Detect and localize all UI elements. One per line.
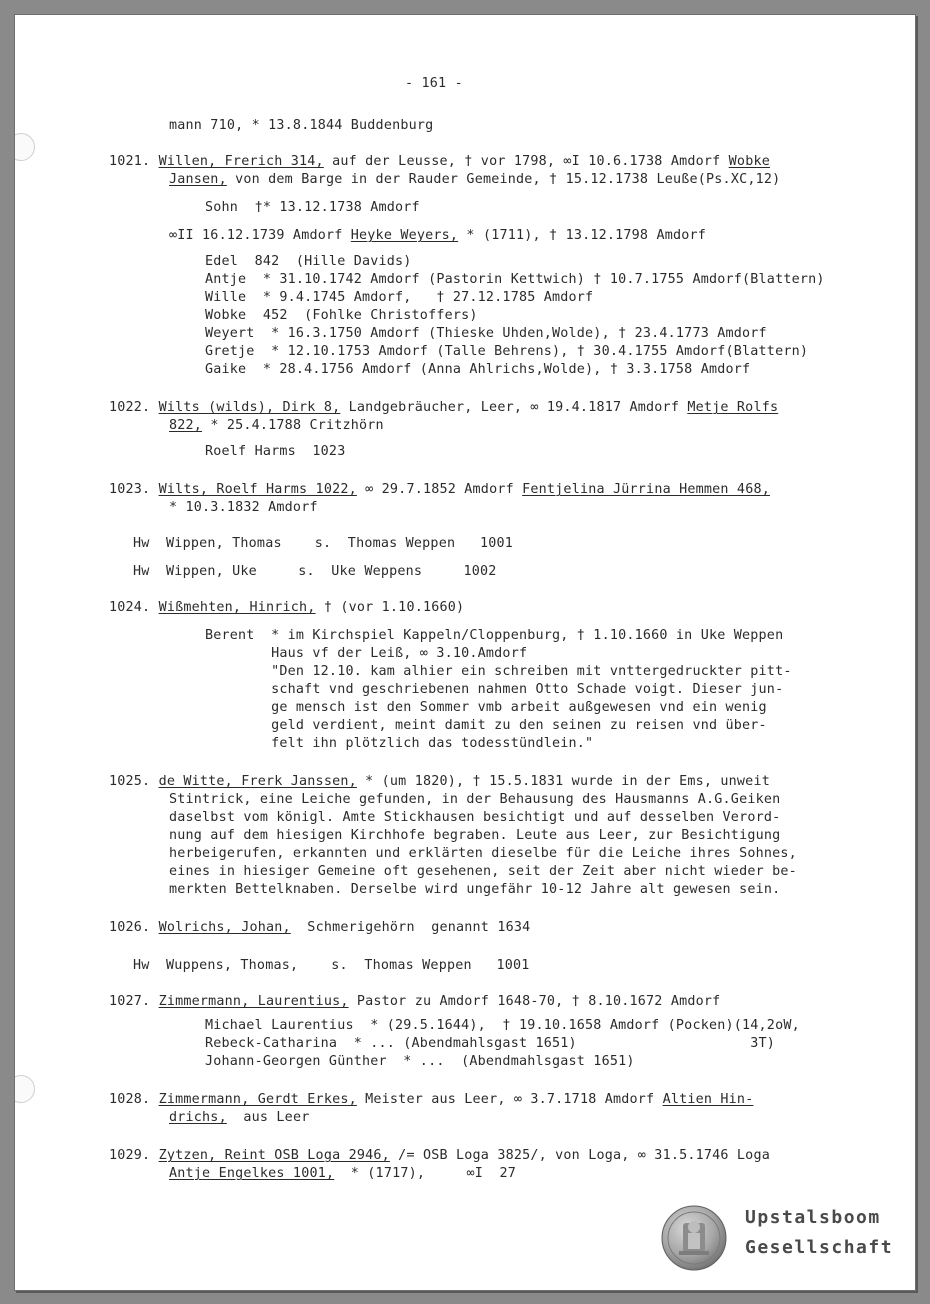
text-segment: Gaike * 28.4.1756 Amdorf (Anna Ahlrichs,Wolde), † 3.3.1758 Amdorf <box>205 362 751 377</box>
text-segment: Schmerigehörn genannt 1634 <box>290 920 531 935</box>
underlined-name: Wolrichs, Johan, <box>158 920 291 935</box>
text-line <box>169 117 433 135</box>
text-segment: Wille * 9.4.1745 Amdorf, † 27.12.1785 Amdorf <box>205 290 594 305</box>
underlined-name: Fentjelina Jürrina Hemmen 468, <box>522 482 770 497</box>
text-line <box>205 253 412 271</box>
seal-icon <box>661 1205 727 1271</box>
text-line <box>205 199 420 217</box>
document-page <box>14 14 916 1291</box>
text-segment: 1027. <box>109 994 159 1009</box>
text-segment: daselbst vom königl. Amte Stickhausen besichtigt und auf desselben Verord- <box>169 810 781 825</box>
text-segment: Landgebräucher, Leer, ∞ 19.4.1817 Amdorf <box>340 400 688 415</box>
text-line <box>205 1053 635 1071</box>
text-segment: Edel 842 (Hille Davids) <box>205 254 412 269</box>
text-line <box>169 499 318 517</box>
underlined-name: Zytzen, Reint OSB Loga 2946, <box>158 1148 390 1163</box>
text-line <box>169 827 780 845</box>
logo-name-line2: Gesellschaft <box>745 1237 894 1258</box>
text-segment: auf der Leusse, † vor 1798, ∞I 10.6.1738 Amdorf <box>323 154 729 169</box>
text-line <box>169 417 384 435</box>
text-segment: * (um 1820), † 15.5.1831 wurde in der Ems, unweit <box>356 774 770 789</box>
text-segment: Johann-Georgen Günther * ... (Abendmahlsgast 1651) <box>205 1054 635 1069</box>
text-line <box>205 681 783 699</box>
underlined-name: de Witte, Frerk Janssen, <box>158 774 357 789</box>
text-segment: geld verdient, meint damit zu den seinen zu reisen vnd über- <box>205 718 767 733</box>
text-segment: * 10.3.1832 Amdorf <box>169 500 318 515</box>
text-line <box>109 993 720 1011</box>
underlined-name: Willen, Frerich 314, <box>158 154 324 169</box>
text-segment: schaft vnd geschriebenen nahmen Otto Schade voigt. Dieser jun- <box>205 682 784 697</box>
text-segment: nung auf dem hiesigen Kirchhofe begraben. Leute aus Leer, zur Besichtigung <box>169 828 781 843</box>
text-line <box>205 289 593 307</box>
text-segment: Stintrick, eine Leiche gefunden, in der Behausung des Hausmanns A.G.Geiken <box>169 792 781 807</box>
society-logo <box>661 1205 911 1273</box>
text-segment: Weyert * 16.3.1750 Amdorf (Thieske Uhden,Wolde), † 23.4.1773 Amdorf <box>205 326 767 341</box>
text-line <box>205 361 750 379</box>
text-segment: Sohn †* 13.12.1738 Amdorf <box>205 200 420 215</box>
underlined-name: Antje Engelkes 1001, <box>169 1166 335 1181</box>
text-segment: herbeigerufen, erkannten und erklärten dieselbe für die Leiche ihres Sohnes, <box>169 846 797 861</box>
text-segment: 1024. <box>109 600 159 615</box>
text-line <box>109 481 770 499</box>
text-segment: * (1717), ∞I 27 <box>334 1166 517 1181</box>
text-segment: 1026. <box>109 920 159 935</box>
text-line <box>205 645 527 663</box>
text-segment: Hw Wuppens, Thomas, s. Thomas Weppen 1001 <box>133 958 530 973</box>
underlined-name: Wilts, Roelf Harms 1022, <box>158 482 357 497</box>
text-segment: Rebeck-Catharina * ... (Abendmahlsgast 1651) 3T) <box>205 1036 776 1051</box>
text-segment: Antje * 31.10.1742 Amdorf (Pastorin Kettwich) † 10.7.1755 Amdorf(Blattern) <box>205 272 825 287</box>
punch-hole-mark <box>14 1075 35 1103</box>
text-line <box>169 1109 309 1127</box>
text-line <box>205 1035 775 1053</box>
text-segment: Hw Wippen, Uke s. Uke Weppens 1002 <box>133 564 497 579</box>
text-segment: aus Leer <box>226 1110 310 1125</box>
text-line <box>169 227 706 245</box>
text-segment: mann 710, <box>169 118 252 133</box>
text-segment: Hw Wippen, Thomas s. Thomas Weppen 1001 <box>133 536 514 551</box>
text-segment: * 25.4.1788 Critzhörn <box>202 418 384 433</box>
text-segment: "Den 12.10. kam alhier ein schreiben mit vnttergedruckter pitt- <box>205 664 792 679</box>
underlined-name: Zimmermann, Laurentius, <box>158 994 349 1009</box>
text-segment: ge mensch ist den Sommer vmb arbeit außgewesen vnd ein wenig <box>205 700 767 715</box>
text-line <box>109 153 770 171</box>
text-segment: Roelf Harms 1023 <box>205 444 346 459</box>
punch-hole-mark <box>14 133 35 161</box>
text-line <box>205 663 792 681</box>
text-segment: Berent * im Kirchspiel Kappeln/Cloppenburg, † 1.10.1660 in Uke Weppen <box>205 628 784 643</box>
underlined-name: Altien Hin- <box>662 1092 754 1107</box>
text-line <box>109 599 464 617</box>
text-segment: Pastor zu Amdorf 1648-70, † 8.10.1672 Amdorf <box>348 994 721 1009</box>
underlined-name: Wißmehten, Hinrich, <box>158 600 316 615</box>
underlined-name: Metje Rolfs <box>687 400 779 415</box>
text-line <box>205 343 808 361</box>
text-segment: Gretje * 12.10.1753 Amdorf (Talle Behrens), † 30.4.1755 Amdorf(Blattern) <box>205 344 809 359</box>
text-line <box>109 919 530 937</box>
page-number: - 161 - <box>405 76 463 91</box>
text-line <box>205 627 783 645</box>
text-line <box>205 443 345 461</box>
text-segment: von dem Barge in der Rauder Gemeinde, † 15.12.1738 Leuße(Ps.XC,12) <box>226 172 781 187</box>
text-line <box>205 271 825 289</box>
underlined-name: Heyke Weyers, <box>350 228 459 243</box>
text-segment: Meister aus Leer, ∞ 3.7.1718 Amdorf <box>356 1092 663 1107</box>
underlined-name: Wobke <box>728 154 770 169</box>
text-line <box>109 1147 770 1165</box>
text-line <box>205 735 593 753</box>
text-line <box>169 845 797 863</box>
text-segment: Wobke 452 (Fohlke Christoffers) <box>205 308 478 323</box>
text-line <box>133 563 497 581</box>
text-segment: 1021. <box>109 154 159 169</box>
text-line <box>169 881 780 899</box>
text-segment: 1023. <box>109 482 159 497</box>
text-line <box>205 1017 800 1035</box>
logo-name-line1: Upstalsboom <box>745 1207 881 1228</box>
text-segment: 1022. <box>109 400 159 415</box>
text-line <box>169 1165 516 1183</box>
text-segment: merkten Bettelknaben. Derselbe wird ungefähr 10-12 Jahre alt gewesen sein. <box>169 882 781 897</box>
text-segment: Michael Laurentius * (29.5.1644), † 19.10.1658 Amdorf (Pocken)(14,2oW, <box>205 1018 800 1033</box>
text-line <box>133 957 530 975</box>
underlined-name: Wilts (wilds), Dirk 8, <box>158 400 341 415</box>
underlined-name: drichs, <box>169 1110 227 1125</box>
underlined-name: Jansen, <box>169 172 227 187</box>
text-line <box>205 699 767 717</box>
text-segment: 1028. <box>109 1092 159 1107</box>
text-line <box>205 307 478 325</box>
text-line <box>169 809 780 827</box>
text-line <box>205 717 767 735</box>
text-line <box>109 773 770 791</box>
text-segment: * (1711), † 13.12.1798 Amdorf <box>458 228 707 243</box>
text-line <box>109 399 778 417</box>
text-segment: 1025. <box>109 774 159 789</box>
underlined-name: 822, <box>169 418 203 433</box>
text-segment: ∞II 16.12.1739 Amdorf <box>169 228 351 243</box>
text-segment: * 13.8.1844 Buddenburg <box>251 118 434 133</box>
text-line <box>169 791 780 809</box>
text-line <box>169 171 780 189</box>
text-line <box>109 1091 753 1109</box>
text-segment: † (vor 1.10.1660) <box>315 600 465 615</box>
text-segment: Haus vf der Leiß, ∞ 3.10.Amdorf <box>205 646 528 661</box>
text-segment: /= OSB Loga 3825/, von Loga, ∞ 31.5.1746 Loga <box>389 1148 770 1163</box>
text-segment: ∞ 29.7.1852 Amdorf <box>356 482 523 497</box>
underlined-name: Zimmermann, Gerdt Erkes, <box>158 1092 357 1107</box>
text-line <box>169 863 797 881</box>
text-line <box>133 535 513 553</box>
text-line <box>205 325 767 343</box>
text-segment: 1029. <box>109 1148 159 1163</box>
text-segment: eines in hiesiger Gemeine oft gesehenen, seit der Zeit aber nicht wieder be- <box>169 864 797 879</box>
text-segment: felt ihn plötzlich das todesstündlein." <box>205 736 594 751</box>
